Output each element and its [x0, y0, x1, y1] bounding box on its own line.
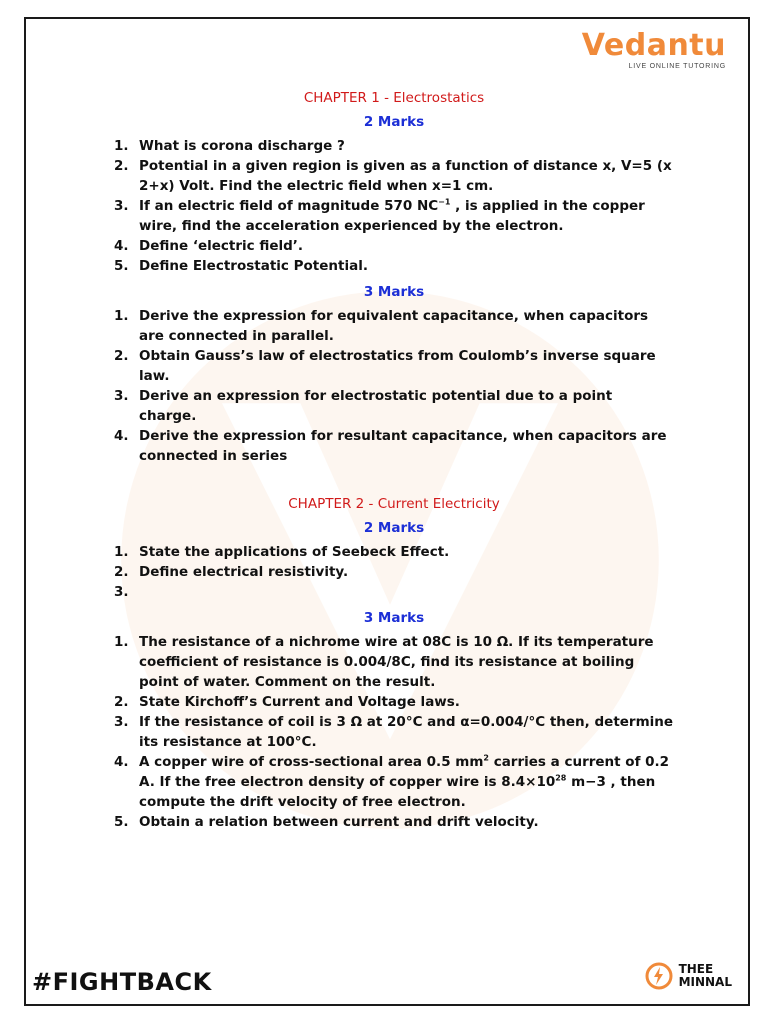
list-item: 1. The resistance of a nichrome wire at 08C is 10 Ω. If its temperature coefficient of resistance is 0.004/8C, find its resistance at boiling point of water. Comment on the result. — [114, 634, 654, 690]
list-item: 5. Define Electrostatic Potential. — [114, 258, 368, 274]
question-text — [139, 584, 144, 600]
logo-wordmark: Vedantu — [581, 28, 726, 63]
list-item: 3. — [114, 582, 674, 602]
superscript: 2 — [483, 753, 489, 763]
question-text: State Kirchoff’s Current and Voltage laws. — [139, 694, 460, 710]
fightback-hashtag: #FIGHTBACK — [32, 968, 212, 996]
vedantu-logo — [582, 30, 726, 70]
question-list — [114, 542, 674, 602]
list-item: 4. Define ‘electric field’. — [114, 238, 304, 254]
question-text: Derive the expression for equivalent capacitance, when capacitors are connected in parallel. — [139, 308, 649, 344]
question-list — [114, 632, 674, 832]
question-text: Obtain a relation between current and drift velocity. — [139, 814, 539, 830]
question-text: State the applications of Seebeck Effect. — [139, 544, 450, 560]
list-item: 2. Potential in a given region is given as a function of distance x, V=5 (x 2+x) Volt. Find the electric field when x=1 cm. — [114, 158, 672, 194]
question-text: Define Electrostatic Potential. — [139, 258, 368, 274]
question-text: Potential in a given region is given as a function of distance x, V=5 (x 2+x) Volt. Find the electric field when x=1 cm. — [139, 158, 672, 194]
lightning-icon — [645, 962, 673, 990]
question-text: Derive the expression for resultant capacitance, when capacitors are connected in series — [139, 428, 667, 464]
list-item: 4. Derive the expression for resultant capacitance, when capacitors are connected in series — [114, 428, 667, 464]
question-list — [114, 136, 674, 276]
section-heading: 2 Marks — [363, 520, 425, 536]
section-heading: 3 Marks — [363, 610, 425, 626]
list-item: 5. Obtain a relation between current and drift velocity. — [114, 814, 539, 830]
list-item: 1. Derive the expression for equivalent capacitance, when capacitors are connected in parallel. — [114, 308, 649, 344]
question-text: Derive an expression for electrostatic potential due to a point charge. — [139, 388, 613, 424]
list-item: 3. Derive an expression for electrostatic potential due to a point charge. — [114, 388, 613, 424]
logo-tagline: LIVE ONLINE TUTORING — [628, 63, 726, 70]
question-text: Define electrical resistivity. — [139, 564, 349, 580]
list-item: 3. If the resistance of coil is 3 Ω at 20°C and α=0.004/°C then, determine its resistance at 100°C. — [114, 714, 674, 750]
chapter-title: CHAPTER 2 - Current Electricity — [288, 496, 500, 512]
question-text: What is corona discharge ? — [139, 138, 345, 154]
list-item: 2. Obtain Gauss’s law of electrostatics from Coulomb’s inverse square law. — [114, 348, 656, 384]
list-item: 1. What is corona discharge ? — [114, 138, 345, 154]
question-list — [114, 306, 674, 466]
superscript: 28 — [555, 773, 567, 783]
section-heading: 3 Marks — [363, 284, 425, 300]
list-item: 1. State the applications of Seebeck Effect. — [114, 544, 450, 560]
question-text: If the resistance of coil is 3 Ω at 20°C and α=0.004/°C then, determine its resistance at 100°C. — [139, 714, 674, 750]
question-text: The resistance of a nichrome wire at 08C is 10 Ω. If its temperature coefficient of resistance is 0.004/8C, find its resistance at boiling point of water. Comment on the result. — [139, 634, 654, 690]
question-text: Define ‘electric field’. — [139, 238, 304, 254]
question-text: If an electric field of magnitude 570 $NC^{-1}$ , is applied in the copper wire, find the acceleration experienced by the electron. — [139, 197, 645, 234]
question-text: A copper wire of cross-sectional area 0.5 $mm^2$ carries a current of 0.2 A. If the free electron density of copper wire is $8.4\times 10^{28}$ m−3 , then compute the drift velocity of free electron. — [139, 753, 670, 810]
question-sheet — [114, 88, 674, 832]
partner-name: THEE MINNAL — [678, 962, 732, 989]
spacer — [114, 466, 674, 494]
thee-minnal-logo — [645, 962, 732, 990]
question-text: Obtain Gauss’s law of electrostatics from Coulomb’s inverse square law. — [139, 348, 656, 384]
list-item: 3. If an electric field of magnitude 570 $NC^{-1}$ , is applied in the copper wire, find the acceleration experienced by the electron. — [114, 197, 645, 234]
list-item: 2. State Kirchoff’s Current and Voltage laws. — [114, 694, 460, 710]
list-item: 4. A copper wire of cross-sectional area 0.5 $mm^2$ carries a current of 0.2 A. If the free electron density of copper wire is $8.4\times 10^{28}$ m−3 , then compute the drift velocity of free electron. — [114, 753, 670, 810]
list-item: 2. Define electrical resistivity. — [114, 564, 349, 580]
chapter-title: CHAPTER 1 - Electrostatics — [303, 90, 485, 106]
section-heading: 2 Marks — [363, 114, 425, 130]
superscript: −1 — [438, 197, 451, 207]
